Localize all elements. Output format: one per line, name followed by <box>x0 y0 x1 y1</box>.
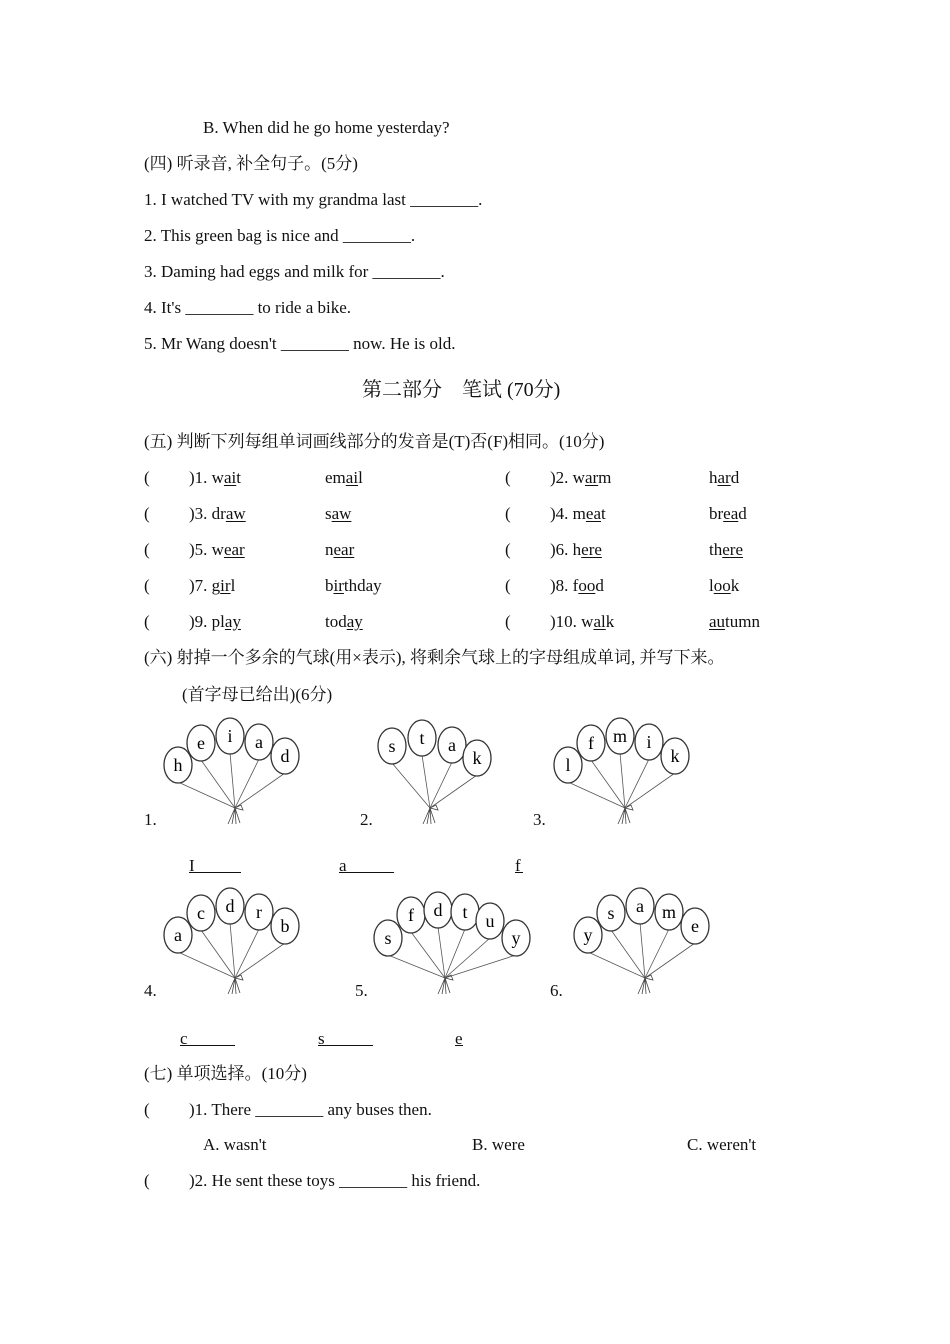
balloon-letter: f <box>588 733 594 753</box>
balloon-string <box>645 943 695 978</box>
item-number: )4. <box>550 504 573 523</box>
balloon-letter: e <box>691 916 699 936</box>
balloon-string <box>445 929 465 978</box>
item-number: )7. <box>189 576 212 595</box>
answer-paren: ( <box>144 612 150 631</box>
balloon-string <box>235 773 285 808</box>
balloon-string <box>235 943 285 978</box>
underlined-letters: ea <box>585 504 601 523</box>
answer-blank[interactable] <box>189 856 241 876</box>
item-number: )8. <box>550 576 573 595</box>
ribbon-icon <box>423 805 438 824</box>
balloon-letter: i <box>227 726 233 746</box>
balloon-string <box>178 782 235 808</box>
q2-paren: ( <box>144 1171 150 1190</box>
balloon-letter: s <box>388 736 396 756</box>
balloon-bunch-4 <box>164 888 299 994</box>
answer-blank[interactable] <box>455 1029 463 1049</box>
q1-option-b: B. were <box>472 1135 525 1154</box>
answer-paren: ( <box>505 576 511 595</box>
balloon-letter: m <box>612 726 628 746</box>
answer-first-letter: c <box>180 1029 235 1046</box>
balloon-letter: y <box>583 925 593 945</box>
balloon-letter: k <box>472 748 482 768</box>
bunch-number: 5. <box>355 981 368 1000</box>
answer-first-letter: f <box>515 856 523 873</box>
balloon-letter: b <box>280 916 290 936</box>
balloon-letter: d <box>433 900 443 920</box>
balloon-letter: t <box>462 902 468 922</box>
ribbon-icon <box>438 975 453 994</box>
answer-paren: ( <box>505 468 511 487</box>
word-part: g <box>211 576 221 595</box>
balloon-letter: r <box>256 902 262 922</box>
answer-first-letter: e <box>455 1029 463 1048</box>
underlined-letters: ar <box>584 468 599 487</box>
balloon-letter: a <box>448 735 456 755</box>
answer-blank[interactable] <box>339 856 394 876</box>
balloon-string <box>640 923 645 978</box>
underlined-letters: ar <box>717 468 731 487</box>
balloon-string <box>625 759 649 808</box>
word-part: t <box>601 504 606 523</box>
balloon-string <box>235 759 259 808</box>
balloon-string <box>430 775 477 808</box>
underlined-letters: ea <box>723 504 739 523</box>
ribbon-icon <box>228 975 243 994</box>
underlined-letters: oo <box>713 576 731 595</box>
word-part: n <box>325 540 334 559</box>
underlined-letters: ear <box>333 540 355 559</box>
answer-paren: ( <box>144 576 150 595</box>
word-part: d <box>595 576 604 595</box>
word-part: d <box>738 504 747 523</box>
word-part: m <box>572 504 586 523</box>
underlined-letters: ay <box>224 612 241 631</box>
balloon-letter: a <box>174 925 182 945</box>
balloon-string <box>430 762 452 808</box>
answer-paren: ( <box>505 504 511 523</box>
item-number: )1. <box>189 468 212 487</box>
answer-paren: ( <box>144 468 150 487</box>
word-part: thday <box>343 576 382 595</box>
underlined-letters: ai <box>223 468 237 487</box>
word-part: l <box>358 468 363 487</box>
item-number: )3. <box>189 504 212 523</box>
balloon-bunch-5 <box>374 892 530 994</box>
balloon-letter: i <box>646 732 652 752</box>
bunch-number: 6. <box>550 981 563 1000</box>
underlined-letters: aw <box>331 504 352 523</box>
answer-blank[interactable] <box>180 1029 235 1049</box>
balloon-string <box>445 955 516 978</box>
bunch-number: 4. <box>144 981 157 1000</box>
item-number: )2. <box>550 468 573 487</box>
word-part: h <box>709 468 718 487</box>
word-part: w <box>211 540 224 559</box>
word-part: d <box>730 468 740 487</box>
option-b: B. When did he go home yesterday? <box>203 118 450 137</box>
balloon-string <box>230 923 235 978</box>
underlined-letters: ir <box>220 576 231 595</box>
balloon-letter: e <box>197 733 205 753</box>
word-part: w <box>572 468 585 487</box>
word-part: t <box>236 468 241 487</box>
item-number: )9. <box>189 612 212 631</box>
balloon-string <box>568 782 625 808</box>
section5-heading: (五) 判断下列每组单词画线部分的发音是(T)否(F)相同。(10分) <box>144 432 605 451</box>
balloon-string <box>201 930 235 978</box>
balloon-bunch-1 <box>164 718 299 824</box>
word-part: em <box>325 468 346 487</box>
section4-heading: (四) 听录音, 补全句子。(5分) <box>144 154 358 173</box>
balloon-letter: s <box>607 903 615 923</box>
balloon-letter: a <box>636 896 644 916</box>
word-part: k <box>730 576 740 595</box>
section7-heading: (七) 单项选择。(10分) <box>144 1064 307 1083</box>
item-number: )10. <box>550 612 582 631</box>
section4-item-2: 2. This green bag is nice and ________. <box>144 226 416 245</box>
balloon-string <box>235 929 259 978</box>
section4-item-1: 1. I watched TV with my grandma last ________. <box>144 190 483 209</box>
balloon-letter: t <box>419 728 425 748</box>
balloon-letter: f <box>408 905 414 925</box>
balloon-letter: u <box>485 911 495 931</box>
word-part: f <box>572 576 579 595</box>
q1-stem: )1. There ________ any buses then. <box>189 1100 432 1119</box>
balloon-string <box>230 753 235 808</box>
answer-first-letter: s <box>318 1029 373 1046</box>
balloon-letter: k <box>670 746 680 766</box>
q1-paren: ( <box>144 1100 150 1119</box>
section4-item-4: 4. It's ________ to ride a bike. <box>144 298 352 317</box>
balloon-string <box>645 929 669 978</box>
section4-item-5: 5. Mr Wang doesn't ________ now. He is old. <box>144 334 456 353</box>
section6-subheading: (首字母已给出)(6分) <box>182 685 333 704</box>
answer-paren: ( <box>505 612 511 631</box>
underlined-letters: ere <box>722 540 743 559</box>
underlined-letters: aw <box>225 504 246 523</box>
balloon-string <box>201 760 235 808</box>
ribbon-icon <box>618 805 633 824</box>
balloon-letter: a <box>255 732 263 752</box>
balloon-bunch-3 <box>554 718 689 824</box>
answer-paren: ( <box>144 504 150 523</box>
answer-paren: ( <box>505 540 511 559</box>
q1-option-a: A. wasn't <box>203 1135 267 1154</box>
balloon-letter: d <box>280 746 290 766</box>
word-part: l <box>230 576 236 595</box>
q1-option-c: C. weren't <box>687 1135 757 1154</box>
underlined-letters: ear <box>223 540 245 559</box>
balloon-string <box>591 760 625 808</box>
underlined-letters: al <box>593 612 606 631</box>
balloon-string <box>588 952 645 978</box>
word-part: k <box>605 612 615 631</box>
underlined-letters: ir <box>333 576 344 595</box>
answer-first-letter: a <box>339 856 394 873</box>
section4-item-3: 3. Daming had eggs and milk for ________. <box>144 262 445 281</box>
answer-paren: ( <box>144 540 150 559</box>
answer-blank[interactable] <box>515 856 523 876</box>
underlined-letters: ai <box>345 468 359 487</box>
balloon-letter: s <box>384 928 392 948</box>
underlined-letters: ere <box>581 540 602 559</box>
underlined-letters: ay <box>346 612 363 631</box>
word-part: m <box>598 468 612 487</box>
balloon-letter: d <box>225 896 235 916</box>
balloon-string <box>620 753 625 808</box>
balloon-string <box>445 938 490 978</box>
balloon-bunch-6 <box>574 888 709 994</box>
item-number: )6. <box>550 540 573 559</box>
part2-title: 第二部分 笔试 (70分) <box>362 379 561 401</box>
word-part: pl <box>211 612 225 631</box>
word-part: tod <box>325 612 347 631</box>
balloon-string <box>178 952 235 978</box>
ribbon-icon <box>228 805 243 824</box>
bunch-number: 2. <box>360 810 373 829</box>
underlined-letters: oo <box>578 576 596 595</box>
item-number: )5. <box>189 540 212 559</box>
word-part: dr <box>211 504 226 523</box>
word-part: w <box>581 612 594 631</box>
balloon-letter: l <box>565 755 571 775</box>
word-part: s <box>325 504 332 523</box>
bunch-number: 3. <box>533 810 546 829</box>
section6-heading: (六) 射掉一个多余的气球(用×表示), 将剩余气球上的字母组成单词, 并写下来。 <box>144 648 725 667</box>
balloon-letter: h <box>173 755 183 775</box>
answer-blank[interactable] <box>318 1029 373 1049</box>
answer-first-letter: I <box>189 856 241 873</box>
word-part: th <box>709 540 723 559</box>
balloon-letter: y <box>511 928 521 948</box>
q2-stem: )2. He sent these toys ________ his friend. <box>189 1171 481 1190</box>
balloon-bunch-2 <box>378 720 491 824</box>
underlined-letters: au <box>709 612 726 631</box>
balloon-string <box>611 930 645 978</box>
word-part: h <box>572 540 582 559</box>
balloon-letter: c <box>197 903 205 923</box>
word-part: w <box>211 468 224 487</box>
word-part: l <box>709 576 714 595</box>
ribbon-icon <box>638 975 653 994</box>
bunch-number: 1. <box>144 810 157 829</box>
word-part: b <box>325 576 334 595</box>
word-part: tumn <box>725 612 760 631</box>
balloon-string <box>625 773 675 808</box>
balloon-letter: m <box>661 902 677 922</box>
word-part: br <box>709 504 724 523</box>
